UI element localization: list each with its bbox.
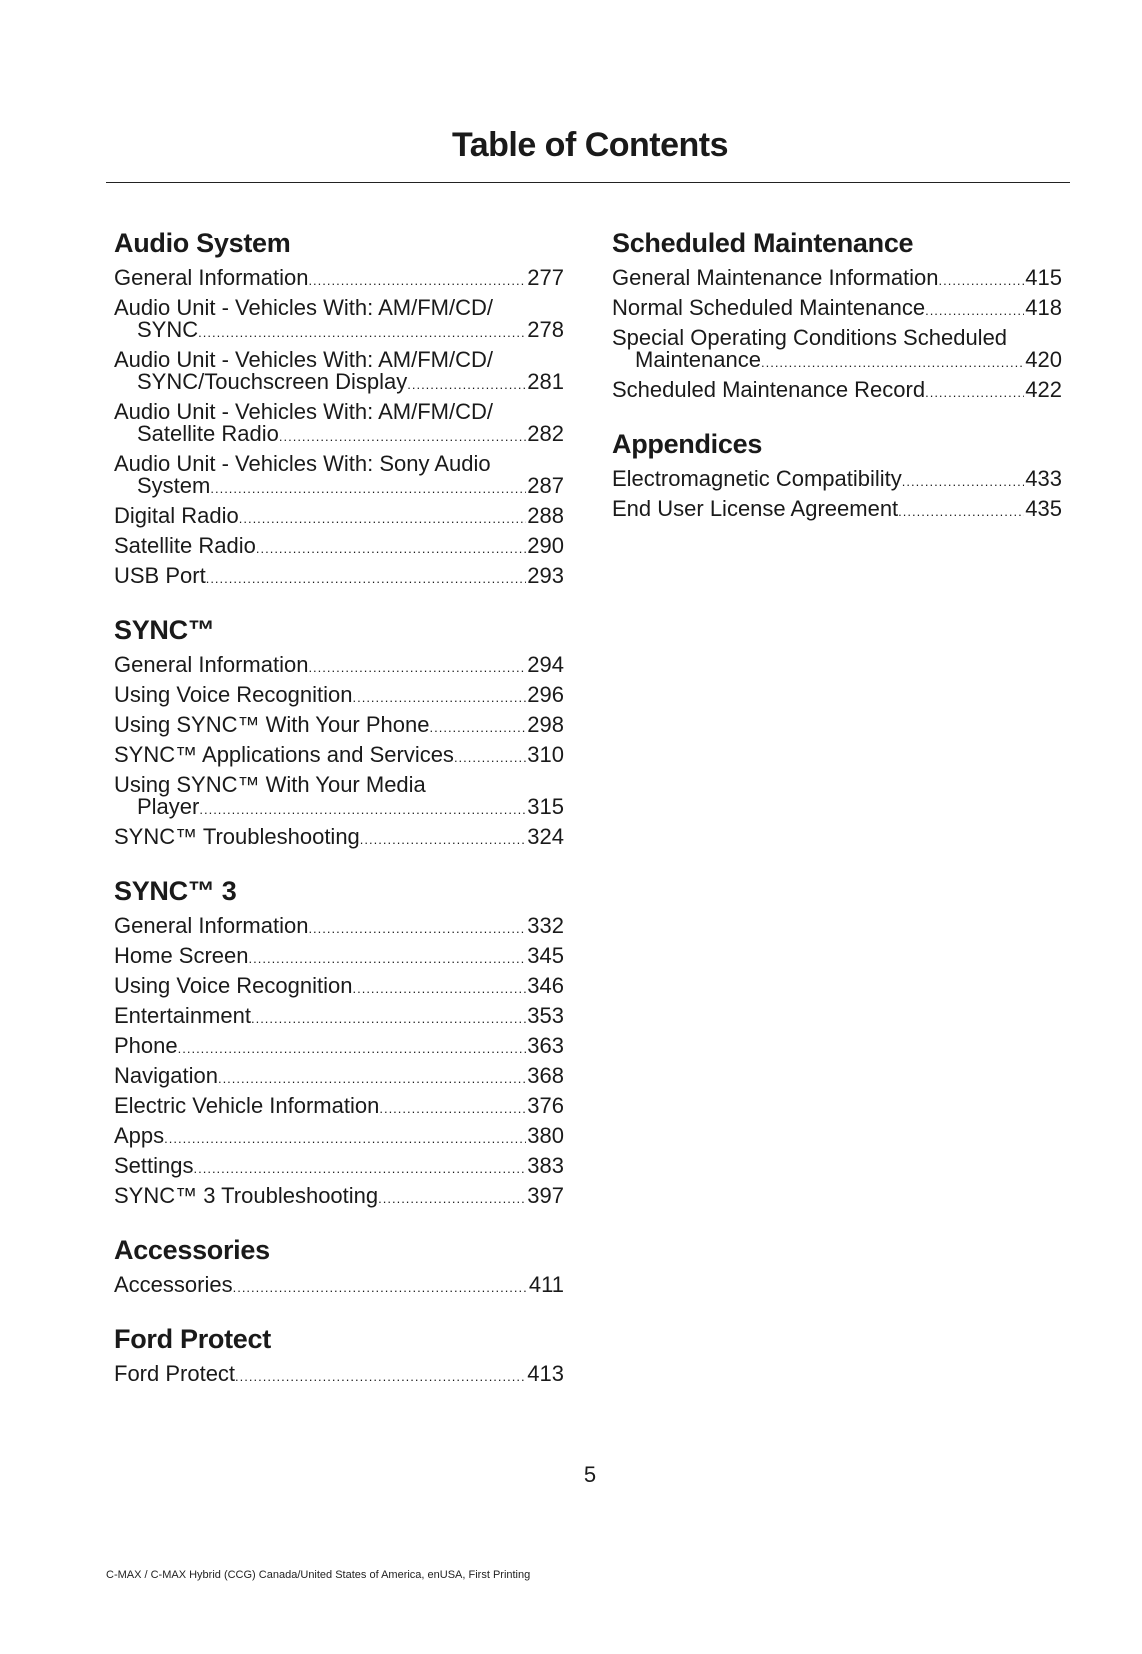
toc-entry-line <box>114 535 564 557</box>
toc-entry-link[interactable] <box>114 975 564 997</box>
toc-entry-title: Home Screen <box>114 943 249 968</box>
toc-entry-link[interactable] <box>114 915 564 937</box>
toc-entry-line <box>114 1095 564 1117</box>
dot-leader <box>199 802 526 818</box>
dot-leader <box>164 1131 526 1147</box>
toc-entry-title-continued: Maintenance <box>635 347 761 372</box>
toc-entry-title-continued: SYNC/Touchscreen Display <box>137 369 408 394</box>
section-title: Audio System <box>114 228 291 258</box>
toc-page-number: 422 <box>1025 377 1062 402</box>
toc-entry-line <box>114 565 564 587</box>
toc-entry-link[interactable] <box>114 267 564 289</box>
toc-page-number: 411 <box>528 1272 564 1297</box>
toc-entry-title: Entertainment <box>114 1003 251 1028</box>
toc-page-number: 368 <box>527 1063 564 1088</box>
toc-entry-title: Normal Scheduled Maintenance <box>612 295 926 320</box>
dot-leader <box>279 429 526 445</box>
toc-page-number: 345 <box>527 943 564 968</box>
toc-section <box>114 613 564 848</box>
dot-leader <box>308 660 526 676</box>
toc-entry-link[interactable] <box>612 498 1062 520</box>
toc-entry-link[interactable] <box>114 1035 564 1057</box>
toc-page-number: 293 <box>527 563 564 588</box>
dot-leader <box>235 1369 526 1385</box>
toc-entry-title-continued: System <box>137 473 211 498</box>
toc-page-number: 413 <box>527 1361 564 1386</box>
dot-leader <box>352 690 526 706</box>
toc-entry-link[interactable] <box>114 297 564 341</box>
section-title: Accessories <box>114 1235 270 1265</box>
dot-leader <box>233 1280 528 1296</box>
dot-leader <box>430 720 527 736</box>
toc-section <box>612 226 1062 401</box>
toc-entry-link[interactable] <box>114 744 564 766</box>
dot-leader <box>761 355 1024 371</box>
toc-entry-line <box>114 267 564 289</box>
footer-text: C-MAX / C-MAX Hybrid (CCG) Canada/United States of America, enUSA, First Printing <box>106 1569 531 1581</box>
toc-entry-line <box>114 1363 564 1385</box>
toc-page-number: 277 <box>527 265 564 290</box>
section-title: SYNC™ 3 <box>114 876 237 906</box>
toc-entry-link[interactable] <box>114 1095 564 1117</box>
toc-entry-title: General Information <box>114 265 309 290</box>
toc-page-number: 383 <box>527 1153 564 1178</box>
toc-page-number: 380 <box>527 1123 564 1148</box>
toc-entry-line <box>114 319 564 341</box>
toc-page-number: 332 <box>527 913 564 938</box>
toc-entry-title: Audio Unit - Vehicles With: AM/FM/CD/ <box>114 399 493 424</box>
toc-page-number: 290 <box>527 533 564 558</box>
dot-leader <box>218 1071 526 1087</box>
dot-leader <box>251 1011 526 1027</box>
toc-entry-link[interactable] <box>612 327 1062 371</box>
toc-entry-line <box>612 349 1062 371</box>
toc-entry-link[interactable] <box>114 684 564 706</box>
dot-leader <box>206 571 527 587</box>
title-divider <box>106 182 1070 183</box>
toc-entry-link[interactable] <box>612 267 1062 289</box>
toc-section <box>114 1233 564 1296</box>
toc-entry-link[interactable] <box>114 1065 564 1087</box>
dot-leader <box>360 832 526 848</box>
dot-leader <box>210 481 526 497</box>
toc-entry-line <box>612 498 1062 520</box>
section-title: Scheduled Maintenance <box>612 228 914 258</box>
toc-entry-title: SYNC™ 3 Troubleshooting <box>114 1183 379 1208</box>
dot-leader <box>454 750 526 766</box>
toc-entry-link[interactable] <box>114 1155 564 1177</box>
toc-entry-line <box>612 297 1062 319</box>
dot-leader <box>178 1041 527 1057</box>
toc-entry-link[interactable] <box>114 945 564 967</box>
toc-entry-link[interactable] <box>114 535 564 557</box>
toc-entry-title: General Information <box>114 652 309 677</box>
toc-page-number: 282 <box>527 421 564 446</box>
toc-page-number: 346 <box>527 973 564 998</box>
toc-entry-line <box>114 423 564 445</box>
toc-entry-title-continued: Satellite Radio <box>137 421 279 446</box>
toc-entry-title-continued: Player <box>137 794 200 819</box>
toc-entry-link[interactable] <box>612 297 1062 319</box>
toc-entry-line <box>114 349 564 371</box>
toc-page-number: 281 <box>527 369 564 394</box>
toc-entry-link[interactable] <box>612 379 1062 401</box>
toc-section <box>114 226 564 587</box>
toc-entry-line <box>114 915 564 937</box>
toc-entry-line <box>114 774 564 796</box>
toc-entry-link[interactable] <box>114 565 564 587</box>
toc-page-number: 397 <box>527 1183 564 1208</box>
toc-page-number: 418 <box>1025 295 1062 320</box>
toc-entry-link[interactable] <box>114 349 564 393</box>
dot-leader <box>378 1191 526 1207</box>
toc-entry-title: Scheduled Maintenance Record <box>612 377 926 402</box>
toc-entry-title: USB Port <box>114 563 206 588</box>
toc-entry-line <box>114 1005 564 1027</box>
toc-entry-title: Using SYNC™ With Your Phone <box>114 712 430 737</box>
toc-entry-line <box>114 1125 564 1147</box>
dot-leader <box>198 325 526 341</box>
toc-page-number: 294 <box>527 652 564 677</box>
toc-entry-line <box>114 796 564 818</box>
toc-entry-line <box>114 945 564 967</box>
toc-entry-title: General Maintenance Information <box>612 265 939 290</box>
toc-entry-link[interactable] <box>114 453 564 497</box>
toc-entry-title: Electric Vehicle Information <box>114 1093 380 1118</box>
toc-page-number: 296 <box>527 682 564 707</box>
toc-right-column <box>612 226 1062 546</box>
toc-entry-line <box>114 371 564 393</box>
section-title: SYNC™ <box>114 615 215 645</box>
dot-leader <box>925 303 1024 319</box>
page-number: 5 <box>583 1462 597 1487</box>
toc-entry-title: Using SYNC™ With Your Media <box>114 772 426 797</box>
toc-entry-line <box>114 297 564 319</box>
toc-page-number: 363 <box>527 1033 564 1058</box>
toc-page-number: 433 <box>1025 466 1062 491</box>
page-title: Table of Contents <box>451 126 729 164</box>
toc-page-number: 353 <box>527 1003 564 1028</box>
toc-entry-line <box>612 379 1062 401</box>
toc-page-number: 415 <box>1025 265 1062 290</box>
toc-entry-link[interactable] <box>114 505 564 527</box>
toc-entry-link[interactable] <box>114 774 564 818</box>
toc-entry-line <box>114 975 564 997</box>
toc-entry-title: Audio Unit - Vehicles With: Sony Audio <box>114 451 491 476</box>
toc-entry-link[interactable] <box>114 1005 564 1027</box>
toc-entry-line <box>114 1065 564 1087</box>
toc-entry-title: Digital Radio <box>114 503 239 528</box>
dot-leader <box>898 504 1024 520</box>
dot-leader <box>352 981 526 997</box>
toc-entry-title: Using Voice Recognition <box>114 682 353 707</box>
toc-entry-line <box>612 468 1062 490</box>
toc-entry-title: SYNC™ Applications and Services <box>114 742 454 767</box>
toc-page-number: 287 <box>527 473 564 498</box>
toc-entry-line <box>114 826 564 848</box>
toc-page-number: 420 <box>1025 347 1062 372</box>
dot-leader <box>194 1161 527 1177</box>
toc-entry-link[interactable] <box>114 826 564 848</box>
dot-leader <box>902 474 1025 490</box>
toc-entry-title: SYNC™ Troubleshooting <box>114 824 360 849</box>
toc-entry-link[interactable] <box>114 1185 564 1207</box>
toc-page-number: 298 <box>527 712 564 737</box>
toc-entry-link[interactable] <box>114 1125 564 1147</box>
toc-entry-line <box>114 475 564 497</box>
toc-entry-title: Audio Unit - Vehicles With: AM/FM/CD/ <box>114 347 493 372</box>
toc-entry-line <box>114 714 564 736</box>
toc-entry-title: Accessories <box>114 1272 233 1297</box>
toc-entry-link[interactable] <box>114 401 564 445</box>
toc-entry-title: Settings <box>114 1153 194 1178</box>
toc-entry-line <box>114 744 564 766</box>
toc-entry-title: Special Operating Conditions Scheduled <box>612 325 1008 350</box>
toc-entry-line <box>114 1274 564 1296</box>
toc-section <box>114 1322 564 1385</box>
dot-leader <box>249 951 527 967</box>
toc-entry-line <box>114 1155 564 1177</box>
toc-page-number: 288 <box>527 503 564 528</box>
toc-entry-title: Phone <box>114 1033 178 1058</box>
section-title: Ford Protect <box>114 1324 271 1354</box>
toc-page-number: 324 <box>527 824 564 849</box>
toc-entry-title: Audio Unit - Vehicles With: AM/FM/CD/ <box>114 295 493 320</box>
toc-section <box>114 874 564 1207</box>
toc-entry-title: Satellite Radio <box>114 533 256 558</box>
toc-entry-line <box>612 327 1062 349</box>
toc-entry-link[interactable] <box>114 1274 564 1296</box>
section-title: Appendices <box>612 429 763 459</box>
toc-entry-title: Using Voice Recognition <box>114 973 353 998</box>
toc-entry-link[interactable] <box>114 714 564 736</box>
toc-section <box>612 427 1062 520</box>
dot-leader <box>925 385 1024 401</box>
dot-leader <box>239 511 527 527</box>
toc-page-number: 435 <box>1025 496 1062 521</box>
toc-entry-link[interactable] <box>612 468 1062 490</box>
toc-left-column <box>114 226 564 1411</box>
dot-leader <box>407 377 526 393</box>
dot-leader <box>256 541 526 557</box>
toc-entry-line <box>612 267 1062 289</box>
toc-entry-title: Electromagnetic Compatibility <box>612 466 902 491</box>
toc-page-number: 376 <box>527 1093 564 1118</box>
toc-entry-line <box>114 453 564 475</box>
toc-entry-line <box>114 505 564 527</box>
toc-entry-line <box>114 654 564 676</box>
toc-page-number: 278 <box>527 317 564 342</box>
toc-page-number: 315 <box>527 794 564 819</box>
dot-leader <box>939 273 1025 289</box>
toc-entry-title: General Information <box>114 913 309 938</box>
toc-entry-line <box>114 401 564 423</box>
dot-leader <box>379 1101 526 1117</box>
toc-entry-title: End User License Agreement <box>612 496 899 521</box>
toc-page-number: 310 <box>527 742 564 767</box>
toc-entry-line <box>114 1185 564 1207</box>
toc-entry-title: Navigation <box>114 1063 218 1088</box>
toc-entry-title-continued: SYNC <box>137 317 199 342</box>
toc-entry-link[interactable] <box>114 1363 564 1385</box>
toc-entry-line <box>114 1035 564 1057</box>
toc-entry-link[interactable] <box>114 654 564 676</box>
toc-entry-title: Apps <box>114 1123 165 1148</box>
toc-entry-title: Ford Protect <box>114 1361 236 1386</box>
dot-leader <box>308 921 526 937</box>
toc-entry-line <box>114 684 564 706</box>
dot-leader <box>308 273 526 289</box>
